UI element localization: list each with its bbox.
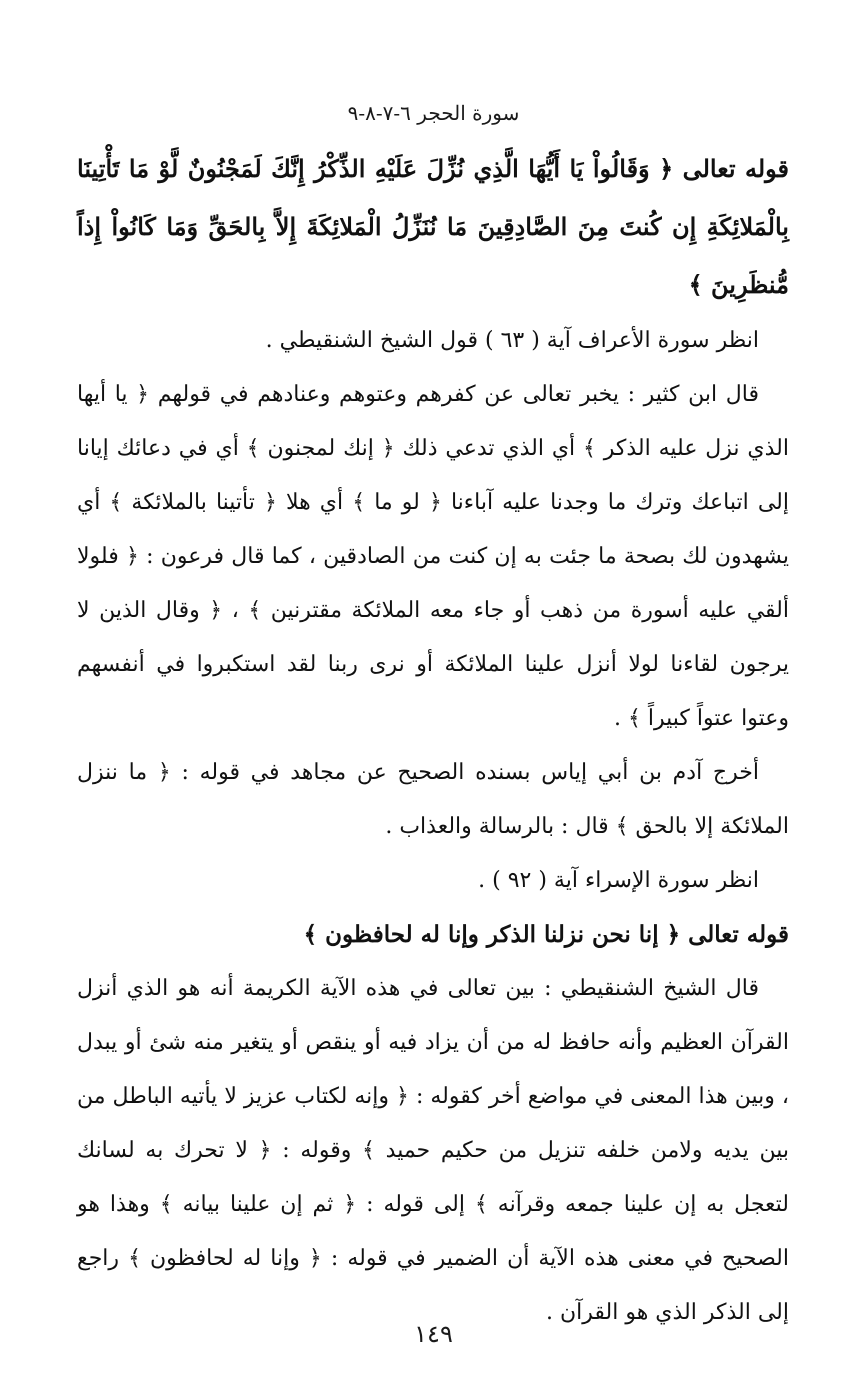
- commentary-paragraph: قال ابن كثير : يخبر تعالى عن كفرهم وعتوهم وعنادهم في قولهم ﴿ يا أيها الذي نزل عليه الذكر ﴾ أي الذي تدعي ذلك ﴿ إنك لمجنون ﴾ أي في دعائك إيانا إلى اتباعك وترك ما وجدنا عليه آباءنا ﴿ لو ما ﴾ أي هلا ﴿ تأتينا بالملائكة ﴾ أي يشهدون لك بصحة ما جئت به إن كنت من الصادقين ، كما قال فرعون : ﴿ فلولا ألقي عليه أسورة من ذهب أو جاء معه الملائكة مقترنين ﴾ ، ﴿ وقال الذين لا يرجون لقاءنا لولا أنزل علينا الملائكة أو نرى ربنا لقد استكبروا في أنفسهم وعتوا عتواً كبيراً ﴾ .: [77, 382, 789, 731]
- verse-heading: قوله تعالى ﴿ إنا نحن نزلنا الذكر وإنا له لحافظون ﴾: [303, 921, 789, 948]
- commentary-paragraph: قال الشيخ الشنقيطي : بين تعالى في هذه الآية الكريمة أنه هو الذي أنزل القرآن العظيم وأنه حافظ له من أن يزاد فيه أو ينقص أو يتغير منه شئ أو يبدل ، وبين هذا المعنى في مواضع أخر كقوله : ﴿ وإنه لكتاب عزيز لا يأتيه الباطل من بين يديه ولامن خلفه تنزيل من حكيم حميد ﴾ وقوله : ﴿ لا تحرك به لسانك لتعجل به إن علينا جمعه وقرآنه ﴾ إلى قوله : ﴿ ثم إن علينا بيانه ﴾ وهذا هو الصحيح في معنى هذه الآية أن الضمير في قوله : ﴿ وإنا له لحافظون ﴾ راجع إلى الذكر الذي هو القرآن .: [77, 976, 789, 1325]
- running-header: سورة الحجر ٦-٧-٨-٩: [347, 101, 520, 125]
- page-number: ١٤٩: [414, 1320, 453, 1348]
- reference-paragraph: انظر سورة الأعراف آية ( ٦٣ ) قول الشيخ الشنقيطي .: [265, 328, 759, 353]
- body-text: [77, 140, 789, 1340]
- verse-paragraph: قوله تعالى ﴿ وَقَالُواْ يَا أَيُّهَا الَّذِي نُزِّلَ عَلَيْهِ الذِّكْرُ إِنَّكَ لَمَجْنُونٌ لَّوْ مَا تَأْتِينَا بِالْمَلائِكَةِ إِن كُنتَ مِنَ الصَّادِقِينَ مَا نُنَزِّلُ الْمَلائِكَةَ إِلاَّ بِالحَقِّ وَمَا كَانُواْ إِذاً مُّنظَرِينَ ﴾: [77, 154, 789, 299]
- hadith-paragraph: أخرج آدم بن أبي إياس بسنده الصحيح عن مجاهد في قوله : ﴿ ما ننزل الملائكة إلا بالحق ﴾ قال : بالرسالة والعذاب .: [77, 760, 789, 839]
- reference-paragraph: انظر سورة الإسراء آية ( ٩٢ ) .: [478, 868, 759, 893]
